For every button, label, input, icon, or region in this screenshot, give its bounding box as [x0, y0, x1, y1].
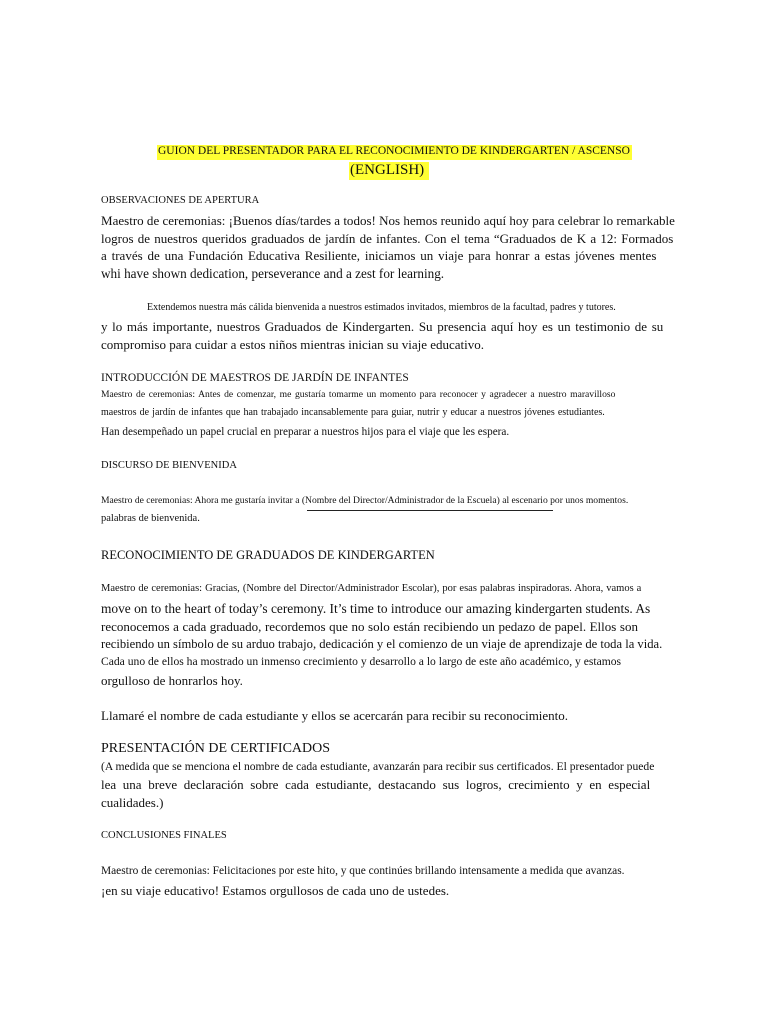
- paragraph-line: ¡en su viaje educativo! Estamos orgullosos de cada uno de ustedes.: [101, 883, 450, 898]
- paragraph-line: Cada uno de ellos ha mostrado un inmenso crecimiento y desarrollo a lo largo de este año académico, y estamos: [101, 655, 622, 668]
- paragraph-line: whi have shown dedication, perseverance and a zest for learning.: [101, 266, 445, 281]
- paragraph-line: Maestro de ceremonias: Felicitaciones por este hito, y que continúes brillando intensamente a medida que avanzas.: [101, 865, 625, 877]
- paragraph-line: maestros de jardín de infantes que han trabajado incansablemente para guiar, nutrir y educar a nuestros jóvenes estudiantes.: [101, 407, 605, 418]
- paragraph-line: Maestro de ceremonias: Ahora me gustaría invitar a (Nombre del Director/Administrador de la Escuela) al escenario por unos momentos.: [101, 495, 629, 506]
- section-heading-opening: OBSERVACIONES DE APERTURA: [101, 195, 260, 206]
- paragraph-line: y lo más importante, nuestros Graduados de Kindergarten. Su presencia aquí hoy es un testimonio de su: [101, 319, 664, 334]
- paragraph-line: Maestro de ceremonias: Gracias, (Nombre del Director/Administrador Escolar), por esas palabras inspiradoras. Ahora, vamos a: [101, 583, 642, 594]
- section-heading-recognition: RECONOCIMIENTO DE GRADUADOS DE KINDERGARTEN: [101, 548, 435, 562]
- section-heading-welcome: DISCURSO DE BIENVENIDA: [101, 460, 237, 471]
- paragraph-line: orgulloso de honrarlos hoy.: [101, 673, 243, 688]
- paragraph-line: reconocemos a cada graduado, recordemos que no solo están recibiendo un pedazo de papel. Ellos son: [101, 619, 638, 634]
- paragraph-line: palabras de bienvenida.: [101, 513, 200, 524]
- paragraph-line: Maestro de ceremonias: Antes de comenzar, me gustaría tomarme un momento para reconocer y agradecer a nuestro maravilloso: [101, 389, 616, 400]
- paragraph-line: Llamaré el nombre de cada estudiante y ellos se acercarán para recibir su reconocimiento.: [101, 708, 569, 723]
- paragraph-line: Extendemos nuestra más cálida bienvenida a nuestros estimados invitados, miembros de la facultad, padres y tutores.: [147, 302, 616, 313]
- underline-divider: [307, 510, 553, 511]
- paragraph-line: cualidades.): [101, 795, 164, 810]
- section-heading-teachers: INTRODUCCIÓN DE MAESTROS DE JARDÍN DE INFANTES: [101, 372, 409, 384]
- paragraph-line: compromiso para cuidar a estos niños mientras inician su viaje educativo.: [101, 337, 485, 352]
- section-heading-closing: CONCLUSIONES FINALES: [101, 830, 227, 841]
- paragraph-line: recibiendo un símbolo de su arduo trabajo, dedicación y el comienzo de un viaje de aprendizaje de toda la vida.: [101, 637, 663, 651]
- paragraph-line: a través de una Fundación Educativa Resiliente, iniciamos un viaje para honrar a estas jóvenes mentes: [101, 248, 657, 263]
- document-subtitle: (ENGLISH): [349, 162, 429, 180]
- paragraph-line: logros de nuestros queridos graduados de jardín de infantes. Con el tema “Graduados de K a 12: Formados: [101, 231, 674, 246]
- paragraph-line: lea una breve declaración sobre cada estudiante, destacando sus logros, crecimiento y en especial: [101, 777, 651, 792]
- paragraph-line: move on to the heart of today’s ceremony. It’s time to introduce our amazing kindergarten students. As: [101, 601, 651, 616]
- paragraph-line: Maestro de ceremonias: ¡Buenos días/tardes a todos! Nos hemos reunido aquí hoy para celebrar lo remarkable: [101, 213, 675, 228]
- document-title: GUION DEL PRESENTADOR PARA EL RECONOCIMIENTO DE KINDERGARTEN / ASCENSO: [157, 145, 632, 160]
- section-heading-certificates: PRESENTACIÓN DE CERTIFICADOS: [101, 741, 331, 756]
- paragraph-line: Han desempeñado un papel crucial en preparar a nuestros hijos para el viaje que les espera.: [101, 426, 510, 438]
- paragraph-line: (A medida que se menciona el nombre de cada estudiante, avanzarán para recibir sus certificados. El presentador puede: [101, 760, 655, 773]
